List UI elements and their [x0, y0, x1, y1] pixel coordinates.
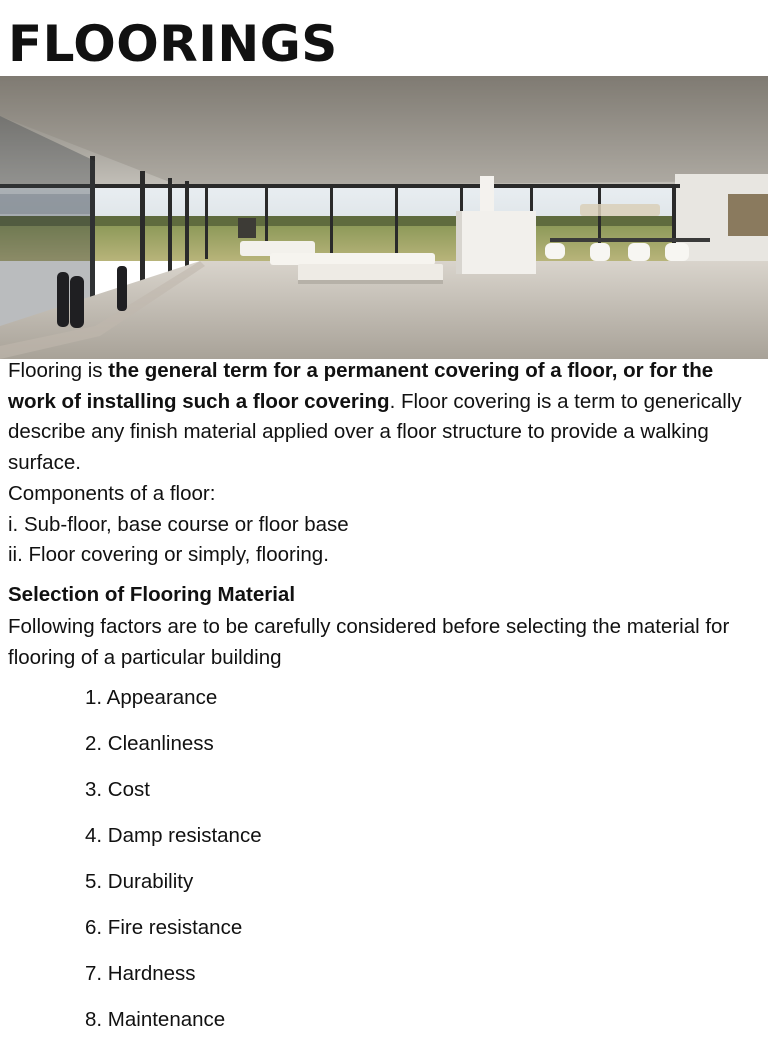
list-item: 3. Cost [85, 778, 150, 801]
list-item: 1. Appearance [85, 686, 218, 709]
component-item: ii. Floor covering or simply, flooring. [8, 543, 329, 567]
list-item: 2. Cleanliness [85, 732, 214, 755]
list-item: 8. Maintenance [85, 1008, 226, 1031]
intro-section [8, 356, 760, 571]
components-heading: Components of a floor: [8, 481, 216, 505]
intro-paragraph [8, 356, 760, 479]
list-item: 6. Fire resistance [85, 916, 243, 939]
intro-text-start: Flooring is [8, 359, 109, 382]
list-item: 4. Damp resistance [85, 824, 262, 847]
factors-list [85, 683, 262, 1051]
list-item: 5. Durability [85, 870, 194, 893]
selection-heading: Selection of Flooring Material [8, 583, 296, 606]
page-title: FLOORINGS [8, 15, 338, 73]
component-item: i. Sub-floor, base course or floor base [8, 512, 349, 536]
selection-text: Following factors are to be carefully considered before selecting the material for flooring of a particular building [8, 615, 730, 669]
list-item: 7. Hardness [85, 962, 196, 985]
interior-photo-icon [0, 76, 768, 359]
intro-text-end: . Floor covering is a term to generically describe any finish material applied over a floor structure to provide a walking surface. [8, 389, 742, 475]
intro-definition-bold: the general term for a permanent covering of a floor, or for the work of installing such a floor covering [8, 359, 714, 413]
